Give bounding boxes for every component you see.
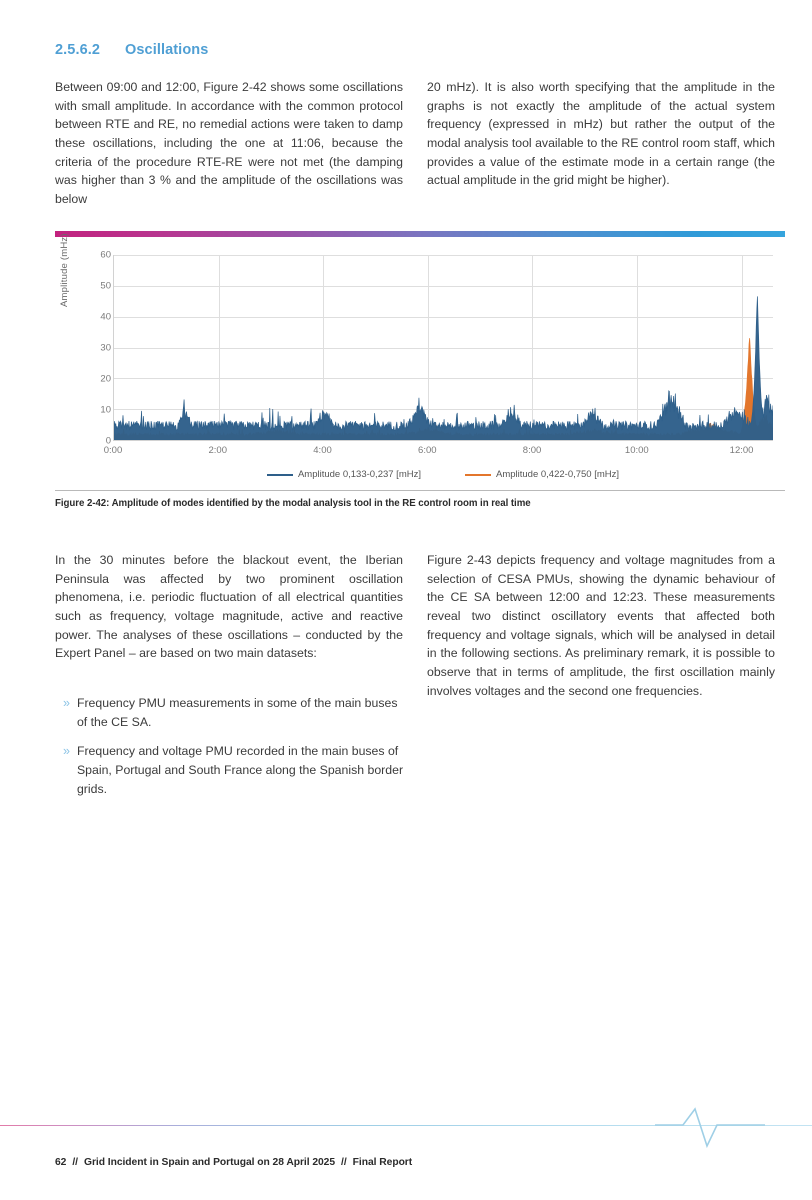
chart-plot-area — [113, 255, 773, 441]
legend-swatch-blue — [267, 474, 293, 476]
figure-divider — [55, 490, 785, 491]
y-tick: 0 — [105, 435, 111, 447]
intro-paragraph-left — [55, 78, 403, 209]
y-tick: 30 — [100, 342, 111, 354]
x-tick: 6:00 — [418, 445, 437, 456]
pulse-icon-svg — [655, 1102, 765, 1150]
list-item — [63, 742, 408, 798]
footer-document-title: Grid Incident in Spain and Portugal on 28 April 2025 — [83, 1157, 336, 1168]
intro-text-left: Between 09:00 and 12:00, Figure 2-42 shows some oscillations with small amplitude. In accordance with the common protocol between RTE and RE, no remedial actions were taken to damp these oscillations, including the one at 11:06, because the criteria of the procedure RTE-RE were not met (the damping was higher than 3 % and the amplitude of the oscillations was below — [55, 80, 403, 207]
chart-legend — [113, 469, 773, 480]
y-tick: 50 — [100, 280, 111, 292]
chart-y-axis-label: Amplitude (mHz) — [59, 233, 70, 307]
x-tick: 4:00 — [313, 445, 332, 456]
y-tick: 60 — [100, 249, 111, 261]
section-number: 2.5.6.2 — [55, 42, 101, 58]
body-paragraph-right — [427, 551, 775, 701]
chart-x-axis-ticks — [103, 445, 773, 459]
intro-paragraph-right — [427, 78, 775, 190]
footer-separator: // — [72, 1157, 78, 1168]
footer — [55, 1157, 412, 1168]
x-tick: 2:00 — [208, 445, 227, 456]
y-tick: 40 — [100, 311, 111, 323]
legend-swatch-orange — [465, 474, 491, 476]
chart-series-layer — [114, 255, 773, 440]
dataset-list — [63, 694, 408, 809]
legend-label-blue: Amplitude 0,133-0,237 [mHz] — [297, 469, 421, 480]
list-item — [63, 694, 408, 731]
list-item-label: Frequency and voltage PMU recorded in the main buses of Spain, Portugal and South France along the Spanish border grids. — [76, 744, 404, 796]
footer-page-number: 62 — [55, 1157, 67, 1168]
footer-report-label: Final Report — [352, 1157, 413, 1168]
footer-separator: // — [341, 1157, 347, 1168]
chart-amplitude-of-modes — [55, 233, 785, 480]
bullet-marker-icon: » — [63, 696, 70, 710]
body-text-right: Figure 2-43 depicts frequency and voltage magnitudes from a selection of CESA PMUs, showing the dynamic behaviour of the CE SA between 12:00 and 12:23. These measurements reveal two distinct oscillatory events that affected both frequency and voltage signals, which will be analysed in detail in the following sections. As preliminary remark, it is possible to observe that in terms of amplitude, the first oscillation mainly involves voltages and the second one frequencies. — [427, 553, 775, 698]
page-title — [55, 42, 755, 58]
body-paragraph-left — [55, 551, 403, 663]
x-tick: 0:00 — [103, 445, 123, 456]
pulse-waveform-icon — [655, 1102, 765, 1150]
x-tick: 8:00 — [522, 445, 542, 456]
legend-item-blue — [267, 469, 421, 480]
pulse-polyline — [655, 1109, 765, 1146]
section-title: Oscillations — [125, 42, 209, 58]
body-text-left: In the 30 minutes before the blackout event, the Iberian Peninsula was affected by two prominent oscillation phenomena, i.e. periodic fluctuation of all electrical quantities such as frequency, voltage magnitude, active and reactive power. The analyses of these oscillations – conducted by the Expert Panel – are based on two main datasets: — [55, 553, 403, 661]
y-tick: 20 — [100, 373, 111, 385]
chart-y-axis-ticks — [77, 249, 111, 447]
legend-label-orange: Amplitude 0,422-0,750 [mHz] — [496, 469, 620, 480]
x-tick: 10:00 — [624, 445, 649, 456]
x-tick: 12:00 — [729, 445, 754, 456]
legend-item-orange — [465, 469, 619, 480]
y-tick: 10 — [100, 404, 111, 416]
list-item-label: Frequency PMU measurements in some of the main buses of the CE SA. — [76, 696, 398, 729]
figure-2-42 — [55, 231, 785, 509]
figure-caption: Figure 2-42: Amplitude of modes identified by the modal analysis tool in the RE control room in real time — [55, 498, 531, 509]
intro-text-right: 20 mHz). It is also worth specifying that the amplitude in the graphs is not exactly the amplitude of the actual system frequency (expressed in mHz) but rather the output of the modal analysis tool available to the RE control room staff, which provides a value of the estimate mode in a certain range (the actual amplitude in the grid might be higher). — [427, 80, 775, 188]
bullet-marker-icon: » — [63, 744, 70, 759]
series-path-blue — [114, 296, 773, 440]
